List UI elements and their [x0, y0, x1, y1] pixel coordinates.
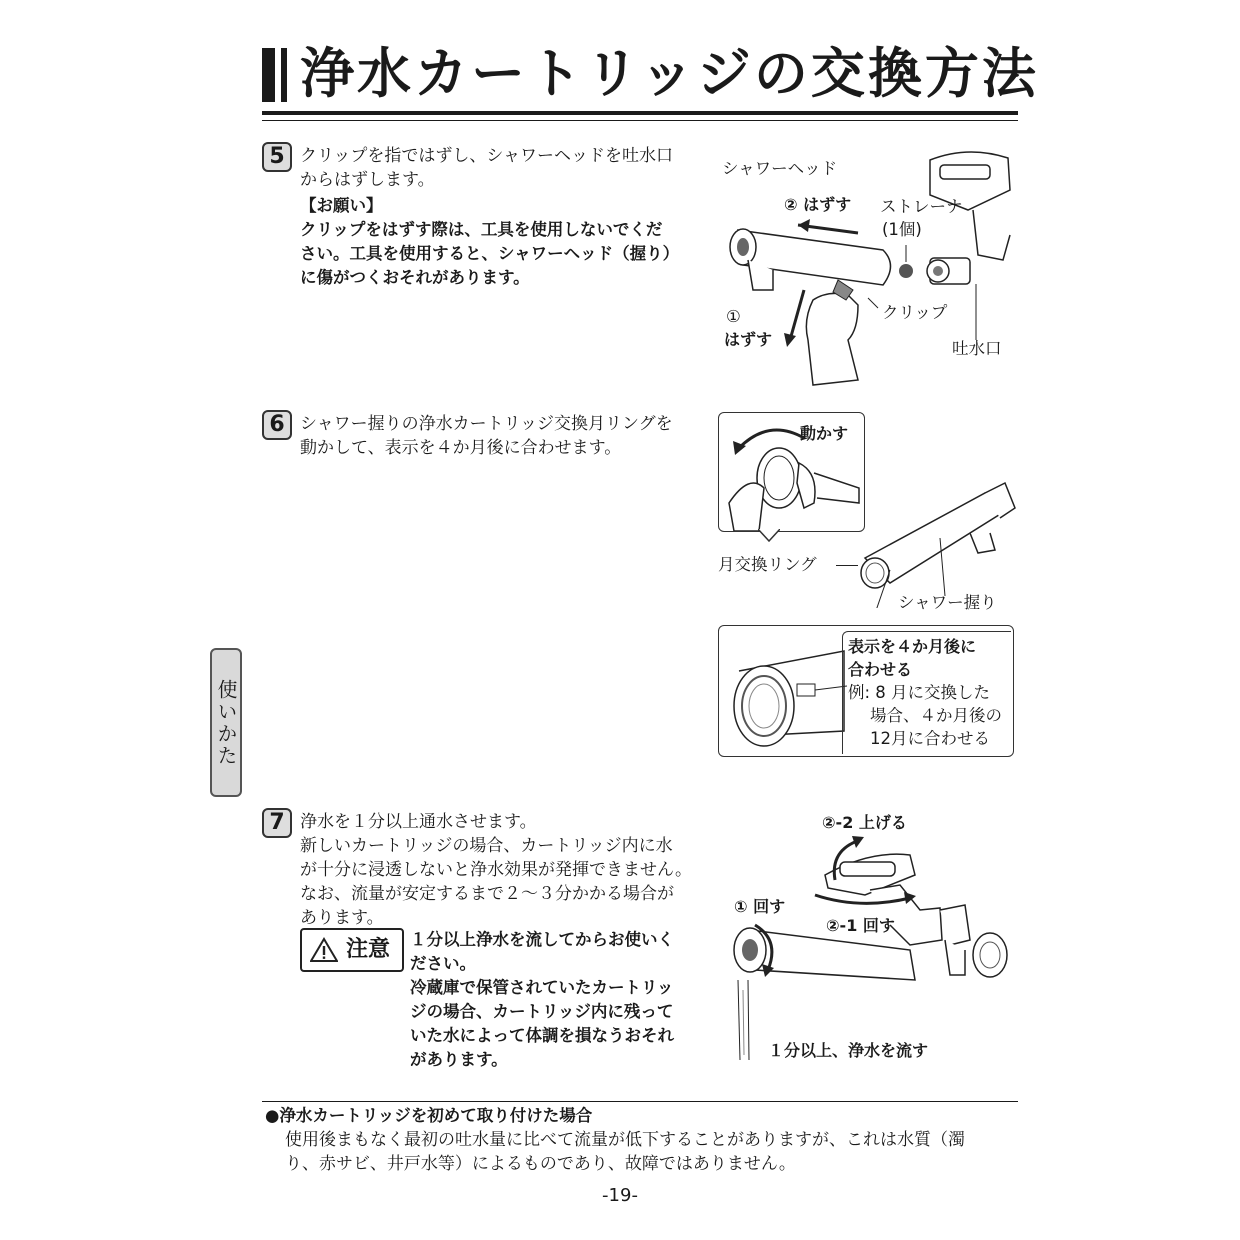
- step6-line: 動かして、表示を４か月後に合わせます。: [300, 438, 622, 458]
- label-strainer: ストレーナ: [880, 197, 963, 216]
- detail-example-3: 12月に合わせる: [870, 729, 990, 748]
- step7-illustration: [720, 830, 1020, 1065]
- page-number: -19-: [602, 1185, 638, 1206]
- title-rule-thin: [262, 120, 1018, 121]
- step6-text: [300, 412, 673, 460]
- label-ring: 月交換リング: [718, 555, 817, 574]
- step7-line: が十分に浸透しないと浄水効果が発揮できません。: [300, 860, 693, 880]
- step5-note: [300, 194, 679, 290]
- title-bar-thin: [281, 48, 287, 102]
- step5-note-line: に傷がつくおそれがあります。: [300, 268, 530, 287]
- caution-badge: [300, 928, 404, 972]
- detail-example-2: 場合、４か月後の: [870, 706, 1002, 725]
- footer-note-text: [285, 1128, 965, 1176]
- step5-note-heading: 【お願い】: [300, 196, 383, 215]
- page-title: 浄水カートリッジの交換方法: [300, 42, 1039, 105]
- label-shower-head: シャワーヘッド: [722, 159, 838, 178]
- title-rule-thick: [262, 111, 1018, 115]
- warning-icon: [310, 937, 338, 963]
- step7-text: [300, 810, 692, 930]
- caution-line: ださい。: [410, 954, 476, 973]
- step5-note-line: さい。工具を使用すると、シャワーヘッド（握り）: [300, 244, 680, 263]
- step7-line: 新しいカートリッジの場合、カートリッジ内に水: [300, 836, 673, 856]
- label-remove-2: ② はずす: [784, 195, 852, 214]
- caution-line: があります。: [410, 1050, 508, 1069]
- label-strainer-count: (1個): [882, 220, 922, 239]
- detail-heading-1: 表示を４か月後に: [848, 637, 977, 656]
- caution-label: 注意: [346, 937, 391, 962]
- label-remove-1-num: ①: [726, 307, 741, 326]
- footer-note-line: 使用後まもなく最初の吐水量に比べて流量が低下することがありますが、これは水質（濁: [285, 1130, 965, 1150]
- label-spout: 吐水口: [952, 339, 1002, 358]
- caution-line: １分以上浄水を流してからお使いく: [410, 930, 674, 949]
- step7-number: 7: [262, 808, 292, 838]
- step6-line: シャワー握りの浄水カートリッジ交換月リングを: [300, 414, 673, 434]
- step5-text: [300, 144, 673, 192]
- side-tab[interactable]: 使いかた: [210, 648, 242, 797]
- caution-line: ジの場合、カートリッジ内に残って: [410, 1002, 674, 1021]
- label-clip: クリップ: [882, 303, 948, 322]
- label-remove-1: はずす: [724, 330, 773, 349]
- step5-line: からはずします。: [300, 170, 435, 190]
- step7-line: 浄水を１分以上通水させます。: [300, 812, 537, 832]
- label-turn-1: ① 回す: [734, 897, 786, 916]
- footer-note-line: り、赤サビ、井戸水等）によるものであり、故障ではありません。: [285, 1154, 796, 1174]
- label-move: 動かす: [800, 424, 849, 443]
- detail-example-1: 例: 8 月に交換した: [848, 683, 991, 702]
- ring-closeup-illustration: [719, 626, 849, 756]
- step5-note-line: クリップをはずす際は、工具を使用しないでくだ: [300, 220, 663, 239]
- step7-line: あります。: [300, 908, 384, 928]
- label-lift: ②-2 上げる: [822, 813, 907, 832]
- step6-number: 6: [262, 410, 292, 440]
- caution-line: いた水によって体調を損なうおそれ: [410, 1026, 674, 1045]
- step5-number: 5: [262, 142, 292, 172]
- footer-rule: [262, 1101, 1018, 1102]
- detail-heading-2: 合わせる: [848, 660, 913, 679]
- label-turn-2-1: ②-1 回す: [826, 916, 895, 935]
- callout-pointer: [758, 529, 780, 543]
- caution-text: [410, 928, 674, 1072]
- ring-leader-line: [836, 565, 858, 566]
- label-flow: １分以上、浄水を流す: [768, 1041, 929, 1060]
- title-bar-thick: [262, 48, 275, 102]
- footer-note-heading: ●浄水カートリッジを初めて取り付けた場合: [265, 1106, 593, 1125]
- step7-line: なお、流量が安定するまで２～３分かかる場合が: [300, 884, 674, 904]
- grip-illustration: [850, 478, 1020, 608]
- label-grip: シャワー握り: [898, 593, 997, 612]
- caution-line: 冷蔵庫で保管されていたカートリッ: [410, 978, 674, 997]
- step5-line: クリップを指ではずし、シャワーヘッドを吐水口: [300, 146, 673, 166]
